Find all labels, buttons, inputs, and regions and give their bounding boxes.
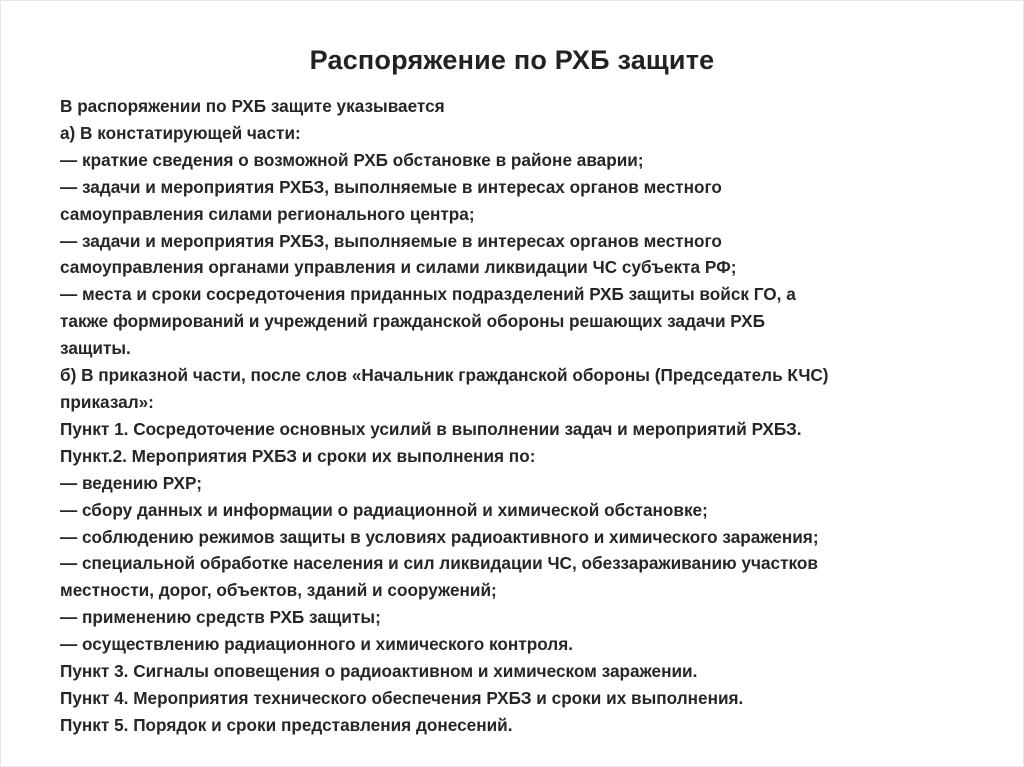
text-line: — соблюдению режимов защиты в условиях радиоактивного и химического заражения; bbox=[60, 526, 819, 547]
slide-title: Распоряжение по РХБ защите bbox=[309, 45, 715, 75]
text-line: Пункт.2. Мероприятия РХБЗ и сроки их выполнения по: bbox=[60, 445, 536, 466]
text-line: Пункт 3. Сигналы оповещения о радиоактивном и химическом заражении. bbox=[60, 661, 698, 682]
text-line: — краткие сведения о возможной РХБ обстановке в районе аварии; bbox=[60, 149, 644, 170]
text-line: Пункт 4. Мероприятия технического обеспечения РХБЗ и сроки их выполнения. bbox=[60, 687, 744, 708]
slide-body bbox=[60, 93, 960, 739]
text-line: б) В приказной части, после слов «Начальник гражданской обороны (Председатель КЧС) bbox=[60, 365, 829, 386]
text-line: Пункт 5. Порядок и сроки представления донесений. bbox=[60, 714, 513, 735]
text-line: — специальной обработке населения и сил ликвидации ЧС, обеззараживанию участков bbox=[60, 553, 818, 574]
text-line: самоуправления силами регионального центра; bbox=[60, 203, 475, 224]
text-line: — применению средств РХБ защиты; bbox=[60, 607, 381, 628]
text-line: В распоряжении по РХБ защите указывается bbox=[60, 96, 445, 116]
text-line: также формирований и учреждений гражданской обороны решающих задачи РХБ bbox=[60, 311, 765, 332]
text-line: Пункт 1. Сосредоточение основных усилий в выполнении задач и мероприятий РХБЗ. bbox=[60, 418, 802, 439]
text-line: — места и сроки сосредоточения приданных подразделений РХБ защиты войск ГО, а bbox=[60, 284, 796, 305]
text-line: приказал»: bbox=[60, 391, 154, 412]
text-line: а) В констатирующей части: bbox=[60, 122, 301, 143]
text-line: — задачи и мероприятия РХБЗ, выполняемые в интересах органов местного bbox=[60, 176, 722, 197]
text-line: — осуществлению радиационного и химического контроля. bbox=[60, 634, 574, 655]
text-line: самоуправления органами управления и силами ликвидации ЧС субъекта РФ; bbox=[60, 257, 737, 278]
text-line: защиты. bbox=[60, 338, 131, 359]
text-line: — сбору данных и информации о радиационной и химической обстановке; bbox=[60, 499, 708, 520]
text-line: — задачи и мероприятия РХБЗ, выполняемые в интересах органов местного bbox=[60, 230, 722, 251]
text-line: местности, дорог, объектов, зданий и сооружений; bbox=[60, 580, 497, 601]
text-line: — ведению РХР; bbox=[60, 472, 202, 493]
